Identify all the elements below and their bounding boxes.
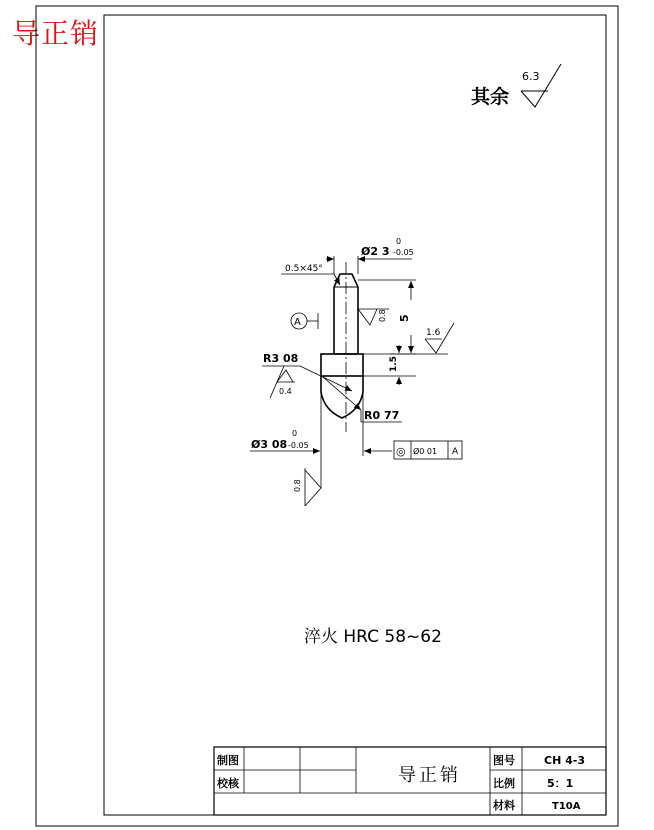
scale-value: 5：1: [547, 777, 574, 790]
length-upper-text: 5: [398, 314, 411, 322]
part-outline: [321, 274, 363, 418]
shoulder-roughness: [390, 323, 454, 354]
rest-roughness-label: 其余: [471, 86, 510, 108]
shoulder-roughness-value: 1.6: [426, 328, 441, 338]
part-name: 导正销: [398, 765, 461, 786]
drawn-by-label: 制图: [217, 754, 239, 767]
rest-roughness-value: 6.3: [522, 70, 540, 83]
top-diameter-dimension: [326, 237, 414, 274]
base-roughness: [293, 468, 321, 506]
drawing-no-label: 图号: [493, 754, 515, 767]
feature-control-frame: [394, 441, 462, 459]
radius-roughness-value: 0.4: [279, 387, 292, 396]
bottom-diameter-dimension: [250, 392, 392, 488]
fcf-symbol: ◎: [396, 445, 406, 458]
drawing-no: CH 4-3: [544, 754, 585, 767]
scale-label: 比例: [493, 777, 515, 790]
inner-frame: [104, 15, 606, 815]
drawing-caption: 导正销: [12, 17, 100, 50]
length-dimensions: [358, 280, 416, 385]
heat-treatment-note: 淬火 HRC 58~62: [304, 627, 442, 647]
length-lower-text: 1.5: [389, 356, 399, 372]
left-radius-dimension: [262, 352, 352, 398]
datum-marker: [291, 313, 318, 329]
top-tol-lower: -0.05: [393, 248, 414, 257]
top-diameter-text: Ø2 3: [361, 245, 390, 258]
material-value: T10A: [552, 801, 581, 812]
fcf-datum: A: [452, 447, 459, 457]
material-label: 材料: [493, 799, 515, 812]
chamfer-dimension: [281, 264, 340, 285]
shank-roughness-value: 0.8: [378, 309, 387, 322]
bottom-tol-upper: 0: [292, 429, 298, 438]
shank-roughness: [358, 309, 389, 325]
fcf-value: Ø0 01: [413, 447, 438, 456]
base-roughness-value: 0.8: [293, 479, 302, 492]
title-block: [214, 747, 606, 815]
top-tol-upper: 0: [396, 237, 402, 246]
bottom-diameter-text: Ø3 08: [251, 438, 288, 451]
checked-by-label: 校核: [217, 777, 239, 790]
right-radius-text: R0 77: [364, 409, 400, 422]
outer-border: [36, 6, 618, 826]
bottom-tol-lower: -0.05: [288, 441, 309, 450]
chamfer-text: 0.5×45°: [285, 264, 323, 274]
left-radius-text: R3 08: [263, 352, 299, 365]
datum-letter: A: [294, 317, 301, 328]
rest-roughness-symbol: [471, 64, 561, 108]
